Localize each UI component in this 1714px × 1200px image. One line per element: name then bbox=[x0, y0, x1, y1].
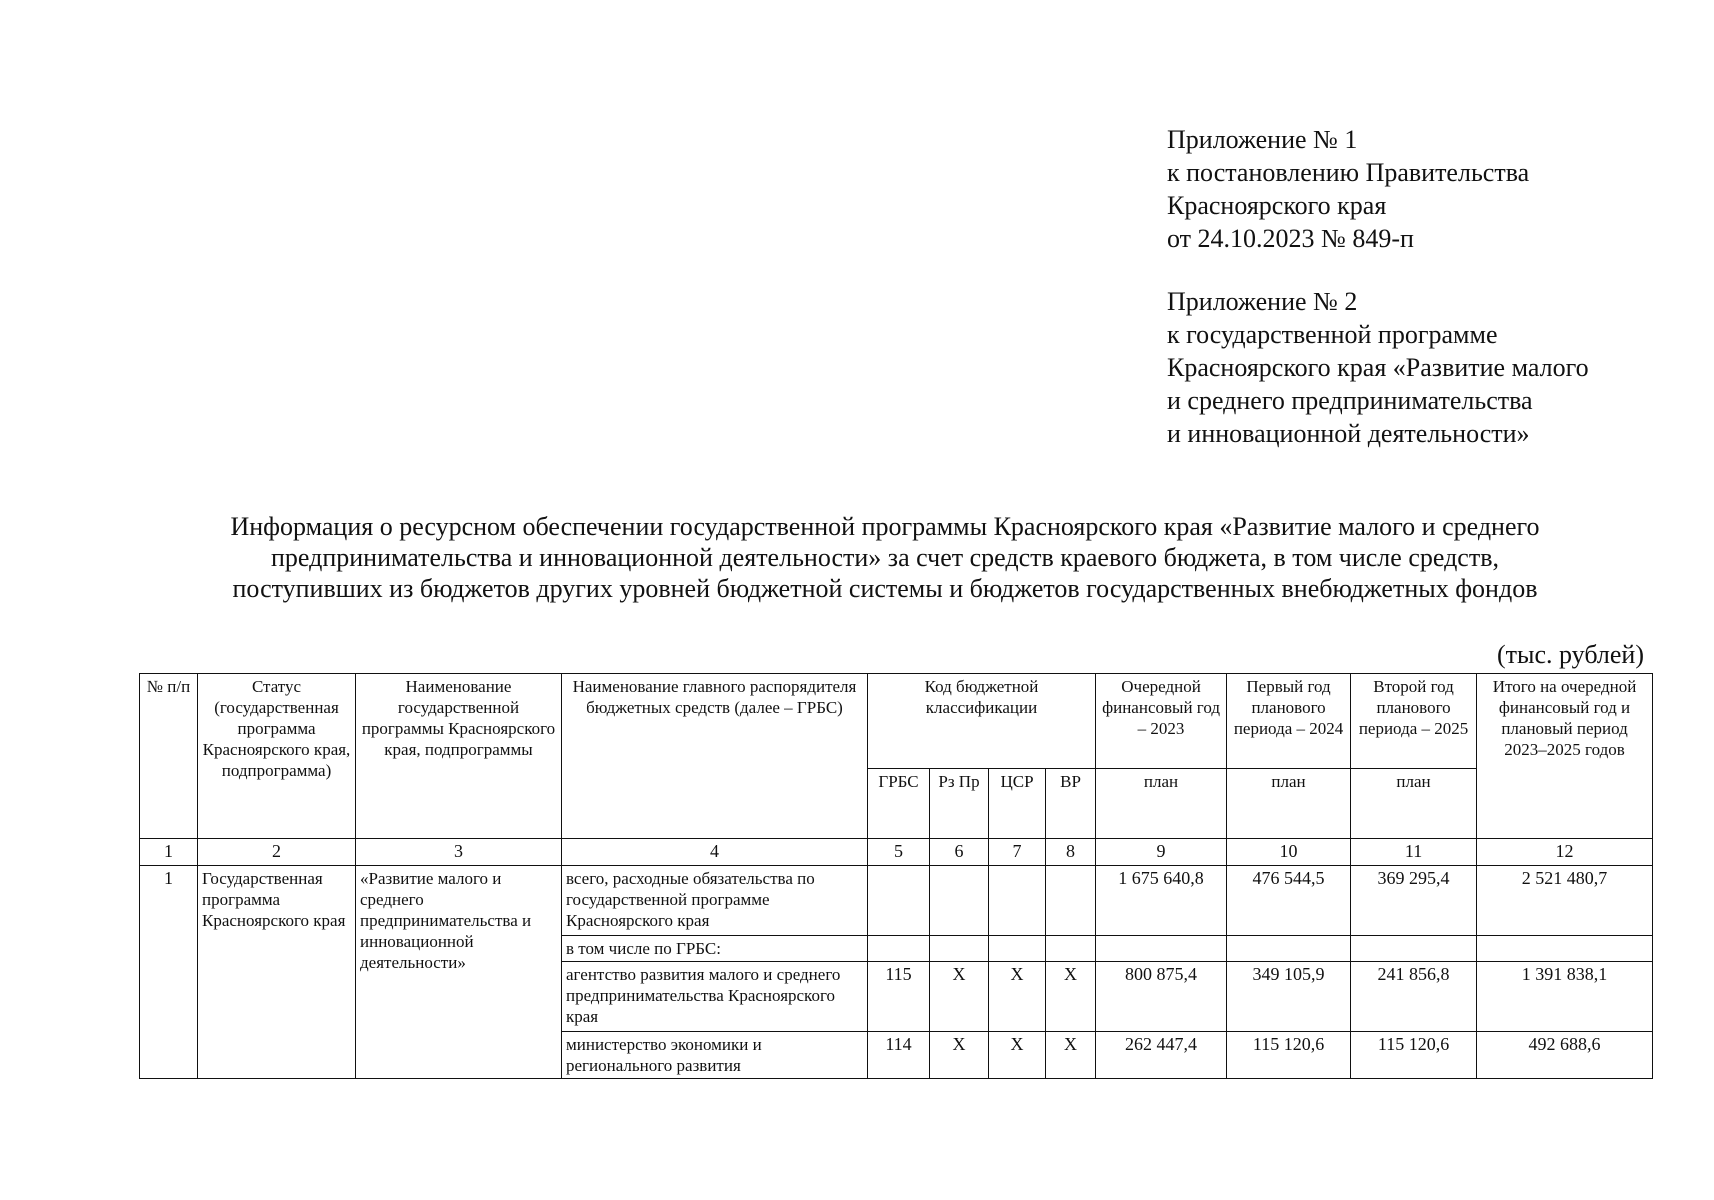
header-status: Статус (государственная программа Красноярского края, подпрограмма) bbox=[198, 674, 356, 839]
cell-total: 2 521 480,7 bbox=[1477, 866, 1653, 936]
cell-rzpr: Х bbox=[930, 962, 989, 1032]
subheader-plan-2025: план bbox=[1351, 769, 1477, 839]
header-num: № п/п bbox=[140, 674, 198, 839]
column-number: 7 bbox=[989, 839, 1046, 866]
cell-grbs: 115 bbox=[868, 962, 930, 1032]
table-row bbox=[140, 866, 1653, 936]
column-number: 12 bbox=[1477, 839, 1653, 866]
resource-table bbox=[139, 673, 1653, 1079]
appendix-1-line: к постановлению Правительства bbox=[1167, 158, 1530, 187]
column-number: 3 bbox=[356, 839, 562, 866]
subheader-plan-2023: план bbox=[1096, 769, 1227, 839]
cell-2023: 1 675 640,8 bbox=[1096, 866, 1227, 936]
cell-2024: 115 120,6 bbox=[1227, 1032, 1351, 1079]
cell-2024: 476 544,5 bbox=[1227, 866, 1351, 936]
subheader-plan-2024: план bbox=[1227, 769, 1351, 839]
appendix-1-line: Красноярского края bbox=[1167, 191, 1387, 220]
cell-2025 bbox=[1351, 936, 1477, 962]
appendix-1-block bbox=[1167, 123, 1687, 255]
cell-vr bbox=[1046, 936, 1096, 962]
cell-2025: 241 856,8 bbox=[1351, 962, 1477, 1032]
header-grbs-name: Наименование главного распорядителя бюджетных средств (далее – ГРБС) bbox=[562, 674, 868, 839]
column-number: 4 bbox=[562, 839, 868, 866]
cell-vr: Х bbox=[1046, 962, 1096, 1032]
cell-2024 bbox=[1227, 936, 1351, 962]
cell-total: 1 391 838,1 bbox=[1477, 962, 1653, 1032]
program-number: 1 bbox=[140, 866, 198, 1079]
header-budget-code: Код бюджетной классификации bbox=[868, 674, 1096, 769]
title-line: предпринимательства и инновационной деятельности» за счет средств краевого бюджета, в том числе средств, bbox=[271, 543, 1499, 572]
cell-total bbox=[1477, 936, 1653, 962]
cell-vr: Х bbox=[1046, 1032, 1096, 1079]
header-program-name: Наименование государственной программы Красноярского края, подпрограммы bbox=[356, 674, 562, 839]
column-number: 8 bbox=[1046, 839, 1096, 866]
header-year-2025: Второй год планового периода – 2025 bbox=[1351, 674, 1477, 769]
column-number: 1 bbox=[140, 839, 198, 866]
column-number: 11 bbox=[1351, 839, 1477, 866]
row-label: министерство экономики и регионального развития bbox=[562, 1032, 868, 1079]
cell-total: 492 688,6 bbox=[1477, 1032, 1653, 1079]
cell-rzpr bbox=[930, 936, 989, 962]
subheader-rzpr: Рз Пр bbox=[930, 769, 989, 839]
cell-rzpr: Х bbox=[930, 1032, 989, 1079]
column-number: 5 bbox=[868, 839, 930, 866]
title-line: поступивших из бюджетов других уровней бюджетной системы и бюджетов государственных внебюджетных фондов bbox=[232, 574, 1538, 603]
cell-2025: 115 120,6 bbox=[1351, 1032, 1477, 1079]
header-year-2023: Очередной финансовый год – 2023 bbox=[1096, 674, 1227, 769]
title-line: Информация о ресурсном обеспечении государственной программы Красноярского края «Развитие малого и среднего bbox=[230, 512, 1540, 541]
row-label: всего, расходные обязательства по государственной программе Красноярского края bbox=[562, 866, 868, 936]
appendix-2-line: Красноярского края «Развитие малого bbox=[1167, 353, 1589, 382]
cell-2023: 262 447,4 bbox=[1096, 1032, 1227, 1079]
appendix-2-line: и инновационной деятельности» bbox=[1167, 419, 1530, 448]
subheader-vr: ВР bbox=[1046, 769, 1096, 839]
header-year-2024: Первый год планового периода – 2024 bbox=[1227, 674, 1351, 769]
cell-grbs bbox=[868, 936, 930, 962]
subheader-csr: ЦСР bbox=[989, 769, 1046, 839]
column-number: 6 bbox=[930, 839, 989, 866]
cell-grbs bbox=[868, 866, 930, 936]
appendix-2-block bbox=[1167, 285, 1687, 450]
header-total: Итого на очередной финансовый год и плановый период 2023–2025 годов bbox=[1477, 674, 1653, 839]
header-row bbox=[140, 674, 1653, 769]
column-number: 9 bbox=[1096, 839, 1227, 866]
row-label: агентство развития малого и среднего предпринимательства Красноярского края bbox=[562, 962, 868, 1032]
appendix-2-line: и среднего предпринимательства bbox=[1167, 386, 1533, 415]
appendix-2-line: к государственной программе bbox=[1167, 320, 1498, 349]
cell-rzpr bbox=[930, 866, 989, 936]
appendix-1-line: Приложение № 1 bbox=[1167, 125, 1358, 154]
cell-csr bbox=[989, 936, 1046, 962]
subheader-grbs: ГРБС bbox=[868, 769, 930, 839]
cell-csr: Х bbox=[989, 1032, 1046, 1079]
cell-csr bbox=[989, 866, 1046, 936]
cell-2023 bbox=[1096, 936, 1227, 962]
column-number: 2 bbox=[198, 839, 356, 866]
cell-2023: 800 875,4 bbox=[1096, 962, 1227, 1032]
cell-grbs: 114 bbox=[868, 1032, 930, 1079]
column-number: 10 bbox=[1227, 839, 1351, 866]
column-number-row bbox=[140, 839, 1653, 866]
cell-vr bbox=[1046, 866, 1096, 936]
cell-2024: 349 105,9 bbox=[1227, 962, 1351, 1032]
cell-2025: 369 295,4 bbox=[1351, 866, 1477, 936]
program-status: Государственная программа Красноярского края bbox=[198, 866, 356, 1079]
units-label: (тыс. рублей) bbox=[1496, 640, 1644, 669]
row-label: в том числе по ГРБС: bbox=[562, 936, 868, 962]
appendix-1-line: от 24.10.2023 № 849-п bbox=[1167, 224, 1414, 253]
cell-csr: Х bbox=[989, 962, 1046, 1032]
appendix-2-line: Приложение № 2 bbox=[1167, 287, 1358, 316]
document-title bbox=[140, 511, 1630, 604]
program-name: «Развитие малого и среднего предпринимательства и инновационной деятельности» bbox=[356, 866, 562, 1079]
